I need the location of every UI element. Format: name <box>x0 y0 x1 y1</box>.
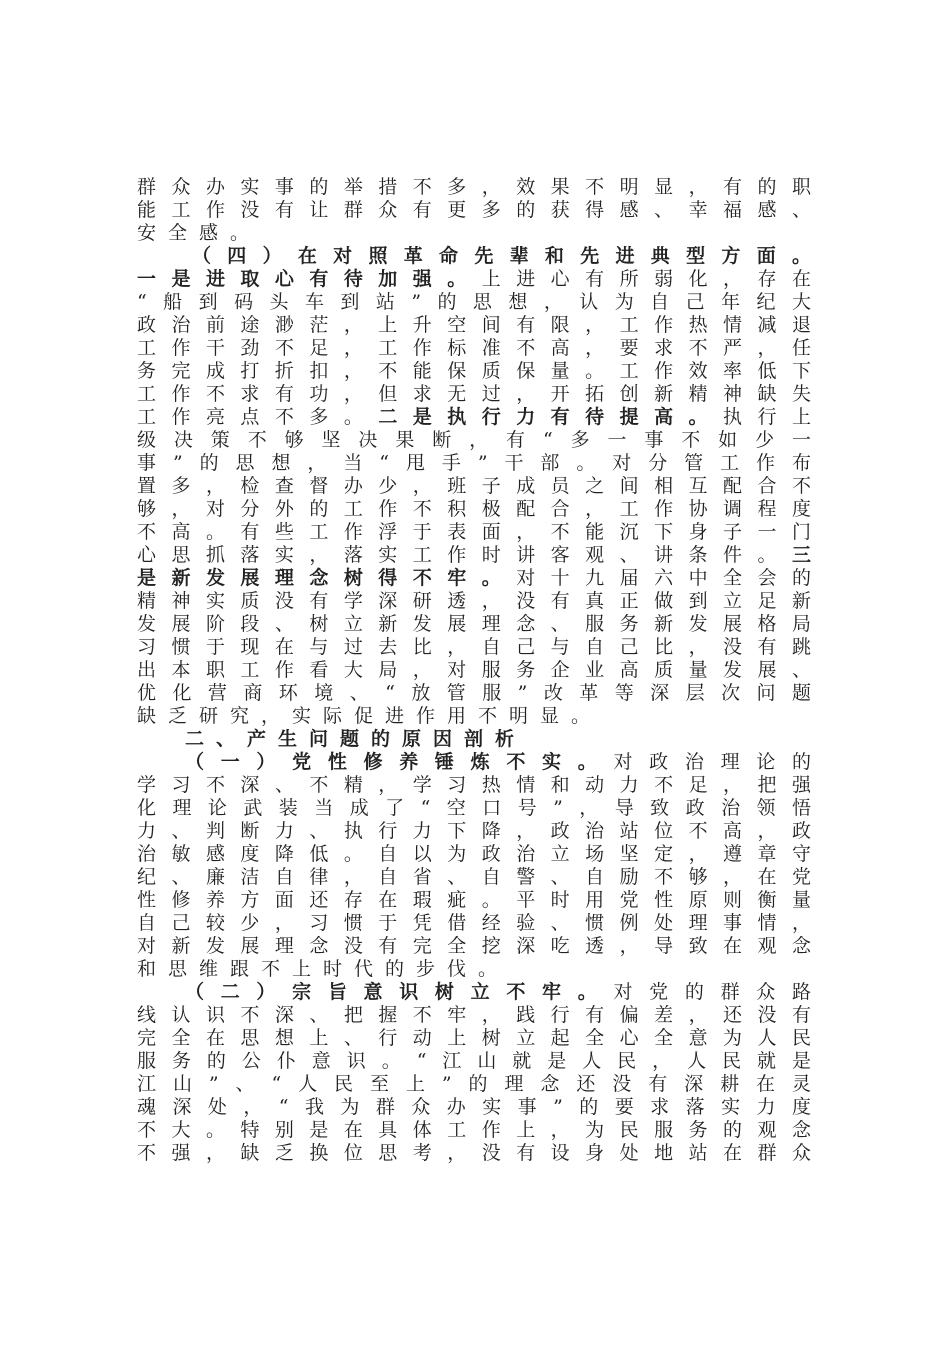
text-line: 治敏感度降低。自以为政治立场坚定，遵章守 <box>137 843 812 865</box>
text-line: 工作干劲不足，工作标准不高，要求不严，任 <box>137 337 812 359</box>
body-text: 心思抓落实，落实工作时讲客观、讲条件。 <box>137 544 792 566</box>
text-line: 性修养方面还存在瑕疵。平时用党性原则衡量 <box>137 889 812 911</box>
text-line <box>137 981 812 1004</box>
text-line: 江山”、“人民至上”的理念还没有深耕在灵 <box>137 1073 812 1095</box>
text-line: 纪、廉洁自律，自省、自警、自励不够，在党 <box>137 866 812 888</box>
text-line: 发展阶段、树立新发展理念、服务新发展格局 <box>137 613 812 635</box>
text-line: “船到码头车到站”的思想，认为自己年纪大 <box>137 291 812 313</box>
text-line: 置多，检查督办少，班子成员之间相互配合不 <box>137 475 812 497</box>
text-line: 不大。特别是在具体工作上，为民服务的观念 <box>137 1119 812 1141</box>
text-line <box>137 567 812 590</box>
bold-heading-text: 二是执行力有待提高。 <box>378 406 724 428</box>
text-line: 不强，缺乏换位思考，没有设身处地站在群众 <box>137 1142 812 1164</box>
body-text: 执行上 <box>723 406 812 428</box>
text-line <box>137 406 812 429</box>
text-line: 化理论武装当成了“空口号”，导致政治领悟 <box>137 797 812 819</box>
text-line: 魂深处，“我为群众办实事”的要求落实力度 <box>137 1096 812 1118</box>
text-line: 安全感。 <box>137 222 262 244</box>
bold-heading-text: 三 <box>791 544 812 566</box>
document-page <box>137 176 812 1165</box>
text-line: 习惯于现在与过去比，自己与自己比，没有跳 <box>137 636 812 658</box>
text-line: （四）在对照革命先辈和先进典型方面。 <box>192 245 812 267</box>
text-line: 事”的思想，当“甩手”干部。对分管工作布 <box>137 452 812 474</box>
text-line: 政治前途渺茫，上升空间有限，工作热情减退 <box>137 314 812 336</box>
text-line: 线认识不深、把握不牢，践行有偏差，还没有 <box>137 1004 812 1026</box>
text-line: 够，对分外的工作不积极配合，工作协调程度 <box>137 498 812 520</box>
text-line <box>137 751 812 774</box>
text-line: 完全在思想上、行动上树立起全心全意为人民 <box>137 1027 812 1049</box>
text-line: 级决策不够坚决果断，有“多一事不如少一 <box>137 429 812 451</box>
text-line: 精神实质没有学深研透，没有真正做到立足新 <box>137 590 812 612</box>
text-line: 出本职工作看大局，对服务企业高质量发展、 <box>137 659 812 681</box>
text-line: 务完成打折扣，不能保质保量。工作效率低下 <box>137 360 812 382</box>
body-text: 上进心有所弱化，存在 <box>481 268 812 290</box>
text-line: 服务的公仆意识。“江山就是人民，人民就是 <box>137 1050 812 1072</box>
text-line: 缺乏研究，实际促进作用不明显。 <box>137 705 603 727</box>
bold-heading-text: （一）党性修养锤炼不实。 <box>185 751 614 773</box>
body-text: 对十九届六中全会的 <box>516 567 812 589</box>
text-line: 二、产生问题的原因剖析 <box>185 728 527 750</box>
text-line: 和思维跟不上时代的步伐。 <box>137 958 510 980</box>
body-text: 工作亮点不多。 <box>137 406 379 428</box>
text-line: 能工作没有让群众有更多的获得感、幸福感、 <box>137 199 812 221</box>
bold-heading-text: 一是进取心有待加强。 <box>137 268 482 290</box>
text-line: 群众办实事的举措不多，效果不明显，有的职 <box>137 176 812 198</box>
bold-heading-text: （二）宗旨意识树立不牢。 <box>185 981 614 1003</box>
bold-heading-text: 是新发展理念树得不牢。 <box>137 567 517 589</box>
text-line: 对新发展理念没有完全挖深吃透，导致在观念 <box>137 935 812 957</box>
text-line: 自己较少，习惯于凭借经验、惯例处理事情， <box>137 912 812 934</box>
body-text: 对党的群众路 <box>613 981 812 1003</box>
text-line: 优化营商环境、“放管服”改革等深层次问题 <box>137 682 812 704</box>
body-text: 对政治理论的 <box>613 751 812 773</box>
text-line: 学习不深、不精，学习热情和动力不足，把强 <box>137 774 812 796</box>
text-line: 工作不求有功，但求无过，开拓创新精神缺失 <box>137 383 812 405</box>
text-line <box>137 268 812 291</box>
text-line: 不高。有些工作浮于表面，不能沉下身子一门 <box>137 521 812 543</box>
text-line <box>137 544 812 567</box>
text-line: 力、判断力、执行力下降，政治站位不高，政 <box>137 820 812 842</box>
